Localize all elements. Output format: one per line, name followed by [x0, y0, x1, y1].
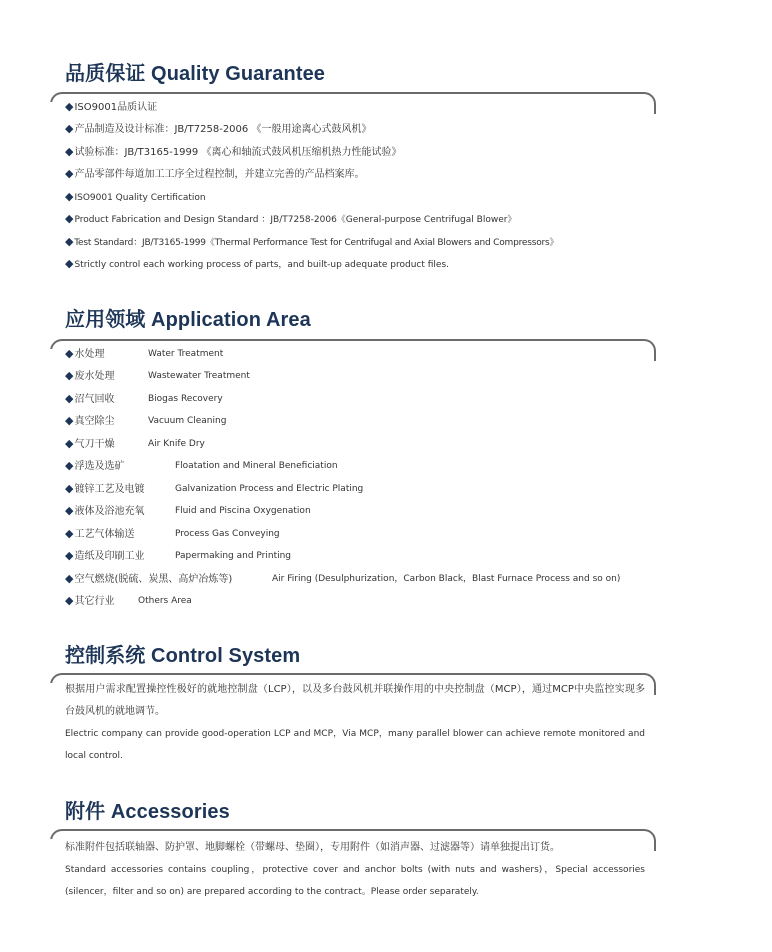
application-item-zh: 液体及浴池充氧: [74, 506, 145, 517]
application-item-zh: 造纸及印刷工业: [74, 551, 145, 562]
quality-item: [65, 212, 516, 227]
accessories-heading: 附件 Accessories: [65, 801, 230, 823]
application-item-zh: 沼气回收: [74, 394, 115, 405]
application-item-en: Air Knife Dry: [148, 439, 205, 449]
application-item-zh: 空气燃烧(脱硫、炭黑、高炉冶炼等): [74, 574, 233, 585]
quality-item: [65, 100, 157, 115]
application-heading: 应用领域 Application Area: [65, 309, 311, 331]
diamond-bullet-icon: ◆: [65, 347, 74, 360]
diamond-bullet-icon: ◆: [65, 572, 74, 585]
diamond-bullet-icon: ◆: [65, 437, 74, 450]
application-item: [65, 437, 205, 452]
application-item-zh: 镀锌工艺及电镀: [74, 484, 145, 495]
quality-item: [65, 235, 558, 250]
diamond-bullet-icon: ◆: [65, 527, 74, 540]
quality-item-text: Strictly control each working process of parts，and built-up adequate product files.: [74, 260, 450, 270]
diamond-bullet-icon: ◆: [65, 414, 74, 427]
quality-item: [65, 190, 206, 205]
application-item-en: Biogas Recovery: [148, 394, 223, 404]
diamond-bullet-icon: ◆: [65, 212, 74, 225]
quality-item-text: 产品零部件每道加工工序全过程控制，并建立完善的产品档案库。: [74, 169, 365, 180]
control-text-en: Electric company can provide good-operation LCP and MCP，Via MCP，many parallel blower can achieve remote monitored and local control.: [65, 729, 645, 761]
application-frame: [50, 339, 656, 361]
accessories-text-zh: 标准附件包括联轴器、防护罩、地脚螺栓（带螺母、垫圈），专用附件（如消声器、过滤器等）请单独提出订货。: [65, 842, 560, 853]
diamond-bullet-icon: ◆: [65, 122, 74, 135]
quality-item: [65, 145, 401, 160]
quality-item-text: ISO9001品质认证: [74, 102, 158, 113]
diamond-bullet-icon: ◆: [65, 235, 74, 248]
application-item: [65, 594, 192, 609]
diamond-bullet-icon: ◆: [65, 257, 74, 270]
application-item-en: Air Firing (Desulphurization，Carbon Black，Blast Furnace Process and so on): [272, 574, 621, 584]
quality-item-text: 试验标准：JB/T3165-1999 《离心和轴流式鼓风机压缩机热力性能试验》: [74, 147, 402, 158]
diamond-bullet-icon: ◆: [65, 482, 74, 495]
application-item: [65, 549, 292, 564]
application-item: [65, 527, 280, 542]
quality-item-text: 产品制造及设计标准：JB/T7258-2006 《一般用途离心式鼓风机》: [74, 124, 372, 135]
application-item-en: Galvanization Process and Electric Plating: [175, 484, 364, 494]
application-item-en: Water Treatment: [148, 349, 224, 359]
application-item: [65, 369, 250, 384]
application-item-en: Papermaking and Printing: [175, 551, 292, 561]
diamond-bullet-icon: ◆: [65, 100, 74, 113]
application-item-en: Floatation and Mineral Beneficiation: [175, 461, 338, 471]
application-item-en: Fluid and Piscina Oxygenation: [175, 506, 311, 516]
diamond-bullet-icon: ◆: [65, 190, 74, 203]
quality-item-text: Test Standard：JB/T3165-1999《Thermal Performance Test for Centrifugal and Axial Blowers and Compressors》: [74, 238, 559, 248]
quality-heading: 品质保证 Quality Guarantee: [65, 63, 326, 85]
application-item-en: Vacuum Cleaning: [148, 416, 227, 426]
quality-item: [65, 167, 364, 182]
application-item: [65, 392, 223, 407]
diamond-bullet-icon: ◆: [65, 504, 74, 517]
application-item-zh: 浮选及选矿: [74, 461, 125, 472]
application-item-zh: 工艺气体输送: [74, 529, 135, 540]
application-item-zh: 气刀干燥: [74, 439, 115, 450]
application-item-zh: 水处理: [74, 349, 105, 360]
control-text-zh: 根据用户需求配置操控性极好的就地控制盘（LCP），以及多台鼓风机并联操作用的中央控制盘（MCP），通过MCP中央监控实现多台鼓风机的就地调节。: [65, 684, 645, 717]
quality-item: [65, 122, 371, 137]
application-item: [65, 414, 227, 429]
diamond-bullet-icon: ◆: [65, 594, 74, 607]
diamond-bullet-icon: ◆: [65, 167, 74, 180]
diamond-bullet-icon: ◆: [65, 459, 74, 472]
application-item: [65, 347, 224, 362]
control-heading: 控制系统 Control System: [65, 645, 301, 667]
application-item: [65, 482, 364, 497]
diamond-bullet-icon: ◆: [65, 145, 74, 158]
application-item: [65, 572, 621, 587]
application-item-en: Others Area: [138, 596, 192, 606]
application-item-zh: 废水处理: [74, 371, 115, 382]
application-item: [65, 459, 338, 474]
quality-item-text: Product Fabrication and Design Standard ：JB/T7258-2006《General-purpose Centrifugal Blower》: [74, 215, 517, 225]
application-item-zh: 其它行业: [74, 596, 115, 607]
quality-item-text: ISO9001 Quality Certification: [74, 193, 206, 203]
application-item-en: Process Gas Conveying: [175, 529, 280, 539]
application-item-en: Wastewater Treatment: [148, 371, 250, 381]
diamond-bullet-icon: ◆: [65, 392, 74, 405]
accessories-text-en: Standard accessories contains coupling，protective cover and anchor bolts (with nuts and washers)，Special accessories (silencer，filter and so on) are prepared according to the contract。Please order separately.: [65, 865, 645, 897]
application-item: [65, 504, 311, 519]
diamond-bullet-icon: ◆: [65, 549, 74, 562]
quality-item: [65, 257, 449, 272]
application-item-zh: 真空除尘: [74, 416, 115, 427]
diamond-bullet-icon: ◆: [65, 369, 74, 382]
